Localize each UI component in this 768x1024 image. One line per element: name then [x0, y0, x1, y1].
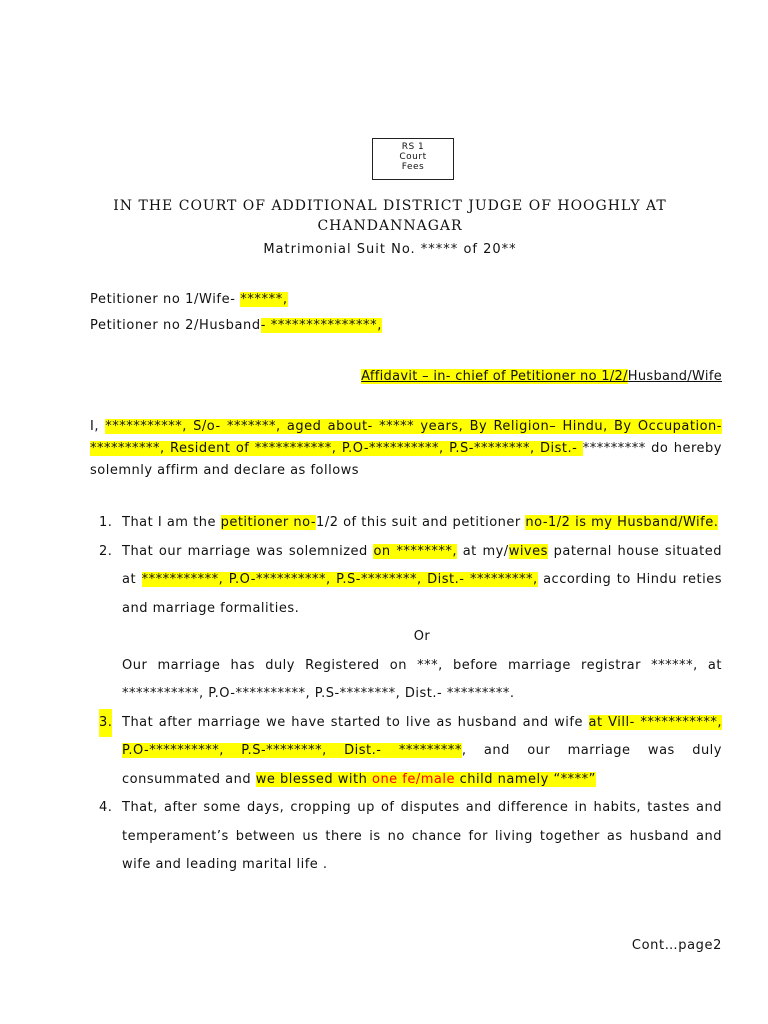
petitioner-1-line — [90, 292, 288, 307]
fee-line-2: Court — [399, 152, 427, 162]
item-number: 4. — [99, 800, 113, 815]
item-text: , and our marriage was duly consummated and — [122, 743, 722, 787]
item-text-highlighted: petitioner no- — [220, 515, 317, 530]
list-item — [90, 709, 722, 795]
item-number: 1. — [99, 515, 113, 530]
item-text-highlighted: no-1/2 is my Husband/Wife. — [525, 515, 719, 530]
list-item — [90, 509, 722, 538]
item-number: 3. — [99, 709, 112, 738]
intro-paragraph — [90, 416, 722, 482]
fee-line-3: Fees — [401, 162, 425, 172]
item-text: That I am the — [122, 515, 221, 530]
item-text-highlighted: we blessed with — [255, 771, 372, 787]
item-text: 1/2 of this suit and petitioner — [316, 515, 526, 530]
declaration-list — [90, 509, 722, 880]
suit-number: Matrimonial Suit No. ***** of 20** — [263, 242, 517, 257]
court-heading-line-2: CHANDANNAGAR — [317, 218, 463, 234]
fee-line-1: RS 1 — [401, 142, 425, 152]
affidavit-title-tail: Husband/Wife — [627, 369, 722, 384]
intro-text-c: ********* do hereby solemnly affirm and declare as follows — [90, 441, 723, 478]
item-text: at my/ — [457, 543, 509, 559]
petitioner-2-line — [90, 318, 382, 333]
petitioner-2-label: Petitioner no 2/Husband — [90, 318, 261, 333]
court-heading — [90, 196, 690, 236]
affidavit-title-highlighted: Affidavit – in- chief of Petitioner no 1/2/ — [361, 369, 628, 384]
item-text-highlighted: on ********, — [373, 543, 457, 559]
item-text: paternal house situated at — [122, 543, 722, 587]
item-text: according to Hindu reties and marriage formalities. — [122, 572, 722, 616]
petitioner-1-label: Petitioner no 1/Wife- — [90, 292, 241, 307]
item-number: 2. — [99, 543, 113, 559]
item-text-highlighted: at Vill- ***********, P.O-**********, P.S-********, Dist.- ********* — [122, 714, 722, 758]
registration-paragraph: Our marriage has duly Registered on ***, before marriage registrar ******, at ***********, P.O-**********, P.S-********, Dist.- *********. — [122, 657, 722, 701]
petitioner-1-value: ******, — [240, 292, 288, 307]
list-item — [90, 794, 722, 880]
list-item — [90, 538, 722, 624]
item-text-highlighted: ***********, P.O-**********, P.S-********, Dist.- *********, — [141, 572, 538, 587]
or-separator: Or — [413, 629, 431, 644]
court-fee-stamp-box — [372, 138, 454, 180]
item-text: That our marriage was solemnized — [122, 543, 374, 559]
item-text: That after marriage we have started to live as husband and wife — [122, 714, 589, 730]
court-heading-line-1: IN THE COURT OF ADDITIONAL DISTRICT JUDGE OF HOOGHLY AT — [113, 198, 667, 214]
petitioner-2-value: - ***************, — [260, 318, 382, 333]
item-text-red: one fe/male — [371, 771, 456, 787]
intro-text-a: I, — [90, 419, 106, 434]
item-text: That, after some days, cropping up of disputes and difference in habits, tastes and temperament’s between us there is no chance for living together as husband and wife and leading marital life . — [122, 800, 722, 872]
intro-text-highlighted: ***********, S/o- *******, aged about- ***** years, By Religion– Hindu, By Occupation- **********, Resident of ***********, P.O-**********, P.S-********, Dist.- — [90, 419, 722, 456]
continuation-note: Cont…page2 — [631, 938, 722, 953]
affidavit-title — [361, 369, 722, 384]
item-text-highlighted: child namely “****” — [455, 771, 596, 787]
item-text-highlighted: wives — [508, 543, 548, 559]
